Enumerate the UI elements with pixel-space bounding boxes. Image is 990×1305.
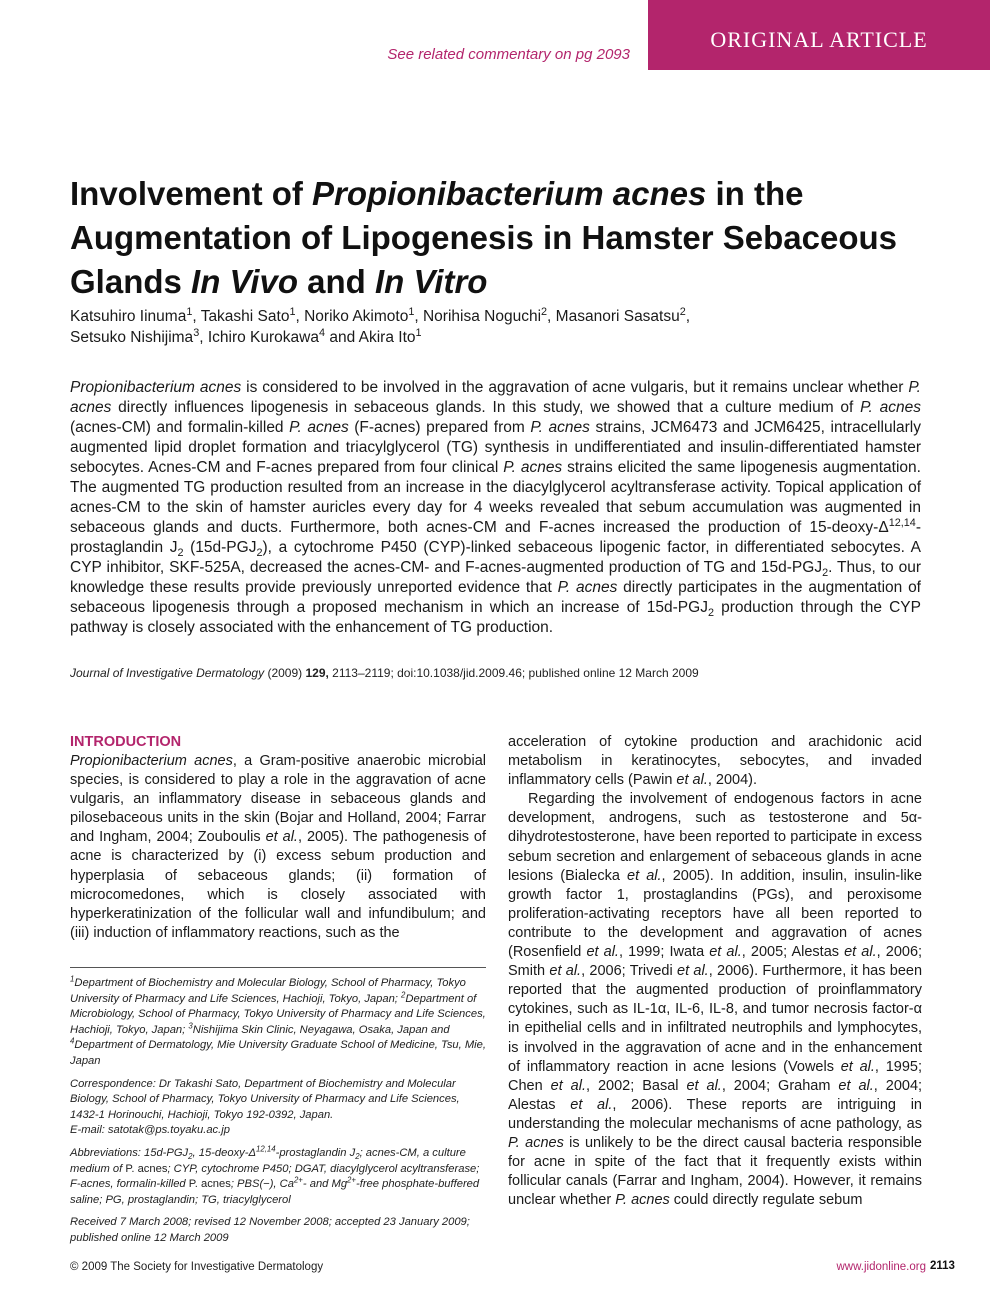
copyright-notice: © 2009 The Society for Investigative Dermatology: [70, 1261, 324, 1273]
page-number: 2113: [930, 1260, 955, 1272]
article-type-banner: ORIGINAL ARTICLE: [648, 0, 990, 70]
right-column: [508, 733, 922, 1210]
author-list: Katsuhiro Iinuma$^1$, Takashi Sato$^1$, Noriko Akimoto$^1$, Norihisa Noguchi$^2$, Masanori Sasatsu$^2$, Setsuko Nishijima$^3$, Ichiro Kurokawa$^4$ and Akira Ito$^1$: [70, 305, 691, 346]
correspondence: Correspondence: Dr Takashi Sato, Department of Biochemistry and Molecular Biology, School of Pharmacy, Tokyo University of Pharmacy and Life Sciences, 1432-1 Horinouchi, Hachioji, Tokyo 192-0392, Japan. E-mail: satotak@ps.toyaku.ac.jp: [70, 1077, 460, 1137]
abstract: Propionibacterium acnes is considered to be involved in the aggravation of acne vulgaris, but it remains unclear whether P. acnes directly influences lipogenesis in sebaceous glands. In this study, we showed that a culture medium of P. acnes (acnes-CM) and formalin-killed P. acnes (F-acnes) prepared from P. acnes strains, JCM6473 and JCM6425, intracellularly augmented lipid droplet formation and triacylglycerol (TG) synthesis in undifferentiated and insulin-differentiated hamster sebocytes. Acnes-CM and F-acnes prepared from four clinical P. acnes strains elicited the same lipogenesis augmentation. The augmented TG production resulted from an increase in the diacylglycerol acyltransferase activity. Topical application of acnes-CM to the skin of hamster auricles every day for 4 weeks revealed that sebum accumulation was augmented in sebaceous glands and ducts. Furthermore, both acnes-CM and F-acnes increased the production of $15-deoxy-\Delta^{12,14}$-prostaglandin $J_2$ $(15d-PGJ_2)$, a cytochrome P450 (CYP)-linked sebaceous lipogenic factor, in differentiated sebocytes. A CYP inhibitor, SKF-525A, decreased the acnes-CM- and F-acnes-augmented production of TG and $15d-PGJ_2$. Thus, to our knowledge these results provide previously unreported evidence that P. acnes directly participates in the augmentation of sebaceous lipogenesis through a proposed mechanism in which an increase of $15d-PGJ_2$ production through the CYP pathway is closely associated with the enhancement of TG production.: [70, 379, 921, 636]
intro-paragraph-2: Regarding the involvement of endogenous factors in acne development, androgens, such as testosterone and 5α-dihydrotestosterone, have been reported to participate in excess sebum secretion and enlargement of sebaceous glands in acne lesions (Bialecka et al., 2005). In addition, insulin, insulin-like growth factor 1, prostaglandins (PGs), and peroxisome proliferation-activating receptors have all been reported to contribute to the development and aggravation of acnes (Rosenfield et al., 1999; Iwata et al., 2005; Alestas et al., 2006; Smith et al., 2006; Trivedi et al., 2006). Furthermore, it has been reported that the augmented production of proinflammatory cytokines, such as IL-1α, IL-6, IL-8, and tumor necrosis factor-α in epithelial cells and in infiltrated neutrophils and lymphocytes, is involved in the aggravation of acne and in the enhancement of inflammatory reaction in acne lesions (Vowels et al., 1995; Chen et al., 2002; Basal et al., 2004; Graham et al., 2004; Alestas et al., 2006). These reports are intriguing in understanding the molecular mechanisms of acne pathology, as P. acnes is unlikely to be the direct causal bacteria responsible for acne in spite of the fact that it frequently exists within follicular canals (Farrar and Ingham, 2004). However, it remains unclear whether P. acnes could directly regulate sebum: [508, 791, 923, 1209]
email-link[interactable]: E-mail: satotak@ps.toyaku.ac.jp: [70, 1124, 230, 1137]
footnotes: [70, 976, 486, 1254]
journal-website-link[interactable]: www.jidonline.org: [836, 1261, 926, 1273]
intro-paragraph-1: Propionibacterium acnes, a Gram-positive anaerobic microbial species, is considered to play a role in the aggravation of acne vulgaris, an inflammatory disease in sebaceous glands and pilosebaceous units in the skin (Bojar and Holland, 2004; Farrar and Ingham, 2004; Zouboulis et al., 2005). The pathogenesis of acne is characterized by (i) excess sebum production and hyperplasia of sebaceous glands; (ii) formation of microcomedones, which is closely associated with hyperkeratinization of the follicular wall and infundibulum; and (iii) induction of inflammatory reactions, such as the: [70, 753, 487, 941]
citation-line: Journal of Investigative Dermatology (2009) 129, 2113–2119; doi:10.1038/jid.2009.46; published online 12 March 2009: [70, 666, 699, 680]
received-dates: Received 7 March 2008; revised 12 November 2008; accepted 23 January 2009; published online 12 March 2009: [70, 1216, 470, 1244]
abbreviations: Abbreviations: $15d-PGJ_2$, $15-deoxy-\Delta^{12,14}$-prostaglandin $J_2$; acnes-CM, a culture medium of P. acnes; CYP, cytochrome P450; DGAT, diacylglycerol acyltransferase; F-acnes, formalin-killed P. acnes; PBS(−), $Ca^{2+}-$ and $Mg^{2+}$-free phosphate-buffered saline; PG, prostaglandin; TG, triacylglycerol: [70, 1144, 480, 1206]
intro-paragraph-1-continued: acceleration of cytokine production and arachidonic acid metabolism in keratinocytes, sebocytes, and invaded inflammatory cells (Pawin et al., 2004).: [508, 734, 922, 789]
left-column: [70, 733, 486, 943]
affiliations: $^1$Department of Biochemistry and Molecular Biology, School of Pharmacy, Tokyo University of Pharmacy and Life Sciences, Hachioji, Tokyo, Japan; $^2$Department of Microbiology, School of Pharmacy, Tokyo University of Pharmacy and Life Sciences, Hachioji, Tokyo, Japan; $^3$Nishijima Skin Clinic, Neyagawa, Osaka, Japan and $^4$Department of Dermatology, Mie University Graduate School of Medicine, Tsu, Mie, Japan: [70, 974, 486, 1067]
related-commentary-note: See related commentary on pg 2093: [387, 46, 630, 63]
footnote-divider: [70, 967, 486, 968]
article-title: Involvement of Propionibacterium acnes in the Augmentation of Lipogenesis in Hamster Sebaceous Glands In Vivo and In Vitro: [70, 175, 897, 300]
section-heading-introduction: INTRODUCTION: [70, 734, 182, 750]
